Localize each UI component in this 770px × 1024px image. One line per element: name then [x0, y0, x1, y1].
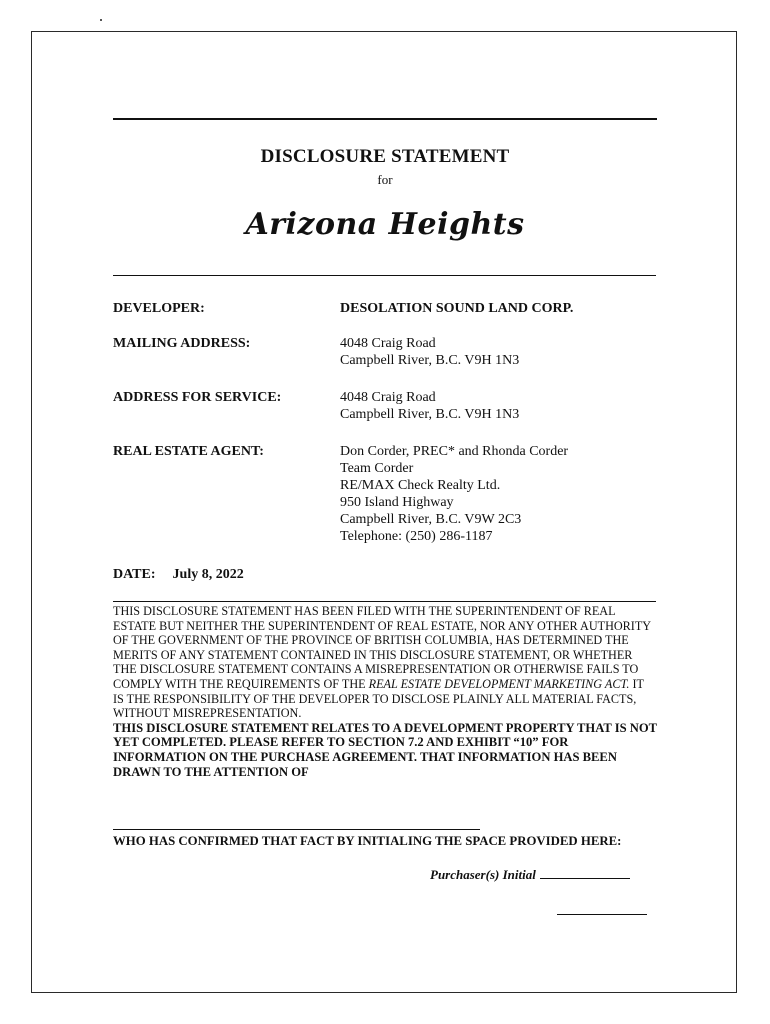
developer-value: DESOLATION SOUND LAND CORP. [340, 301, 574, 316]
address-for-service-value [340, 389, 519, 423]
purchaser-name-blank [113, 829, 480, 830]
date-value: July 8, 2022 [172, 567, 244, 582]
act-name: REAL ESTATE DEVELOPMENT MARKETING ACT. [368, 676, 630, 691]
real-estate-agent-value [340, 443, 568, 545]
top-rule [113, 118, 657, 120]
mailing-address-value [340, 335, 519, 369]
signature-blank [557, 914, 647, 915]
address-for-service-label: ADDRESS FOR SERVICE: [113, 390, 282, 405]
document-title: DISCLOSURE STATEMENT [260, 146, 510, 167]
mailing-address-label: MAILING ADDRESS: [113, 336, 251, 351]
disclosure-text: THIS DISCLOSURE STATEMENT HAS BEEN FILED WITH THE SUPERINTENDENT OF REAL ESTATE BUT NEITHER THE SUPERINTENDENT OF REAL ESTATE, NOR ANY OTHER AUTHORITY OF THE GOVERNMENT OF THE PROVINCE OF BRITISH COLUMBIA, HAS DETERMINED THE MERITS OF ANY STATEMENT CONTAINED IN THIS DISCLOSURE STATEMENT, OR WHETHER THE DISCLOSURE STATEMENT CONTAINS A MISREPRESENTATION OR OTHERWISE FAILS TO COMPLY WITH THE REQUIREMENTS OF THE [113, 604, 651, 691]
disclosure-text-continued: IT IS THE RESPONSIBILITY OF THE DEVELOPER TO DISCLOSE PLAINLY ALL MATERIAL FACTS, WITHOUT MISREPRESENTATION. [113, 676, 644, 721]
service-address-line: Campbell River, B.C. V9H 1N3 [340, 407, 520, 422]
header-rule [113, 275, 656, 276]
development-notice: THIS DISCLOSURE STATEMENT RELATES TO A DEVELOPMENT PROPERTY THAT IS NOT YET COMPLETED. PLEASE REFER TO SECTION 7.2 AND EXHIBIT “10” FOR INFORMATION ON THE PURCHASE AGREEMENT. THAT INFORMATION HAS BEEN DRAWN TO THE ATTENTION OF [113, 720, 657, 779]
date-row [113, 567, 244, 583]
agent-line: Campbell River, B.C. V9W 2C3 [340, 512, 522, 527]
disclosure-notice [113, 604, 657, 779]
document-subtitle: for [377, 172, 393, 187]
confirmation-text: WHO HAS CONFIRMED THAT FACT BY INITIALING THE SPACE PROVIDED HERE: [113, 834, 622, 848]
agent-line: Telephone: (250) 286-1187 [340, 529, 493, 544]
mailing-address-line: Campbell River, B.C. V9H 1N3 [340, 353, 520, 368]
agent-line: Team Corder [340, 461, 414, 476]
scan-artifact-dot [100, 19, 102, 21]
service-address-line: 4048 Craig Road [340, 390, 436, 405]
date-label: DATE: [113, 567, 156, 582]
agent-line: RE/MAX Check Realty Ltd. [340, 478, 501, 493]
purchaser-initial-label: Purchaser(s) Initial [430, 867, 536, 882]
disclosure-rule [113, 601, 656, 602]
agent-line: Don Corder, PREC* and Rhonda Corder [340, 444, 569, 459]
initial-row [430, 866, 630, 883]
mailing-address-line: 4048 Craig Road [340, 336, 436, 351]
agent-line: 950 Island Highway [340, 495, 454, 510]
purchaser-initial-blank [540, 866, 630, 879]
developer-label: DEVELOPER: [113, 301, 205, 316]
project-name: Arizona Heights [245, 207, 525, 242]
real-estate-agent-label: REAL ESTATE AGENT: [113, 444, 264, 459]
